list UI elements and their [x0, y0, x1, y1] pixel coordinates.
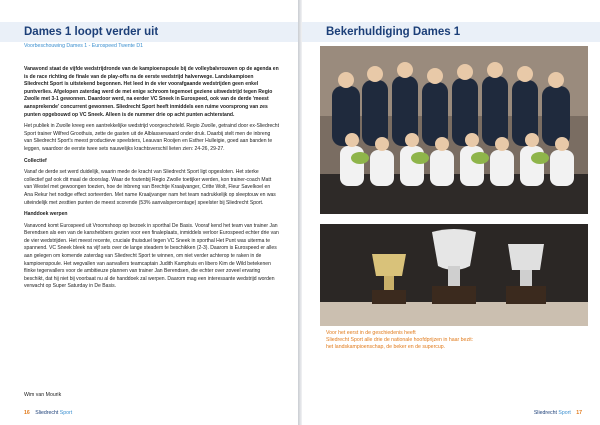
team-photo-illustration [320, 46, 588, 214]
caption-line: het landskampioenschap, de beker en de supercup. [326, 344, 446, 351]
page-number: 17 [576, 410, 582, 416]
trophies-photo [320, 224, 588, 326]
article-body [24, 66, 279, 295]
article-title: Bekerhuldiging Dames 1 [326, 26, 461, 38]
author-signature: Wim van Mourik [24, 392, 62, 398]
trophies-illustration [320, 224, 588, 326]
caption-line: Voor het eerst in de geschiedenis heeft [326, 330, 416, 336]
lead-paragraph: Vanavond staat de vijfde wedstrijdronde van de kampioenspoule bij de volleybalvrouwen op de agenda en is de race richting de finale van de play-offs na de eerste wedstrijd halverwege. Landskampioen Sliedrecht Sport is uitstekend begonnen. Het leed in de vier voorafgaande wedstrijden geen enkel puntverlies. Afgelopen zaterdag werd de met enige schroom tegemoet geziene uitwedstrijd tegen Regio Zwolle met 3-1 gewonnen. Daardoor werd, na eerder VC Sneek in Eurospeed, ook van de derde 'meest aansprekende' concurrent gewonnen. Sliedrecht Sport heeft inmiddels een ruime voorsprong van zes punten opgebouwd op VC Sneek. Alleen is de nummer drie op acht punten achterstand. [24, 66, 279, 118]
article-title: Dames 1 loopt verder uit [24, 26, 159, 38]
section-heading: Handdoek werpen [24, 211, 68, 218]
page-number: 16 [24, 410, 30, 416]
publication-name-accent: Sport [558, 410, 571, 416]
paragraph: Vanavond komt Eurospeed uit Vroomshoop op bezoek in sporthal De Basis. Vooraf kend het team van trainer Jan Berendsen als een van de kanshebbers gezien voor een finaleplaats, inmiddels verloor Eurospeed echter drie van de vier wedstrijden. Het meest recente, cruciale thuisduel tegen VC Sneek in sporthal Het Punt was uiterma te spannend. VC Sneek bleek na vijf sets over de lange steadem te beschikken (2-3). Daarom is Eurospeed er alles aan gelegen om komende zaterdag van Sliedrecht Sport te winnen, om niet verder achterop te raken in de kampioenspoule. Het wegvallen van aanvallers teamcaptain Judith Kamphuis en libero Kim de Wild betekenen flinke tegenvallers voor de ambitieuze plannen van trainer Jan Berendsen, die echter over zoveel ervaring beschikt, dat hij niet bij voorbaat nu al de handdoek zal werpen. Daarom mag een interessante wedstrijd worden verwacht op Super Saturday in De Basis. [24, 222, 279, 290]
publication-name: Sliedrecht [533, 410, 557, 416]
page-footer [534, 410, 582, 416]
paragraph: Het publiek in Zwolle kreeg een aantrekkelijke wedstrijd voorgeschoteld. Regio Zwolle, getraind door ex-Sliedrecht Sport trainer Wilfred Groothuis, zette de gasten uit de Alblasserwaard onder druk. Daarbij stelt men de inbreng van Sliedrecht Sport's meest productieve speelsters, Leauvan Rooijen en Esther Hulleigie, goed aan banden te leggen, waardoor de eerste twee sets nauwelijks krachtsverschil lieten zien: 24-26, 29-27. [24, 123, 280, 152]
page-footer [24, 410, 72, 416]
team-photo [320, 46, 588, 214]
right-page [302, 0, 600, 425]
left-page [0, 0, 298, 425]
publication-name-accent: Sport [59, 410, 73, 416]
article-subtitle: Voorbeschouwing Dames 1 - Eurospeed Twente D1 [24, 43, 143, 49]
photo-caption [326, 330, 566, 352]
publication-name: Sliedrecht [35, 410, 59, 416]
paragraph: Vanaf de derde set werd duidelijk, waarin mede de kracht van Sliedrecht Sport ligt opgesloten. Het sterke collectief gaf ook dit maal de doorslag. Waar de foutenbij Regio Zwolle toetijker werden, kon trainer-coach Matt van Westel met gewoongen toezien, hoe de inbreng van Brechtje Kraaijvanger, Critte Wolt, Fleur Savelkoel en Ana Rekur het nodige effect sorteerden. Met name Kraaijvanger nam het team nadrukkelijk op sleeptouw en was uiteindelijk met zesttien punten de meest scorende (53% aanvalspercentage) speelster bij Sliedrecht Sport. [24, 169, 276, 206]
section-heading: Collectief [24, 157, 47, 164]
caption-line: Sliedrecht Sport alle drie de nationale hoofdprijzen in haar bezit: [326, 337, 474, 344]
